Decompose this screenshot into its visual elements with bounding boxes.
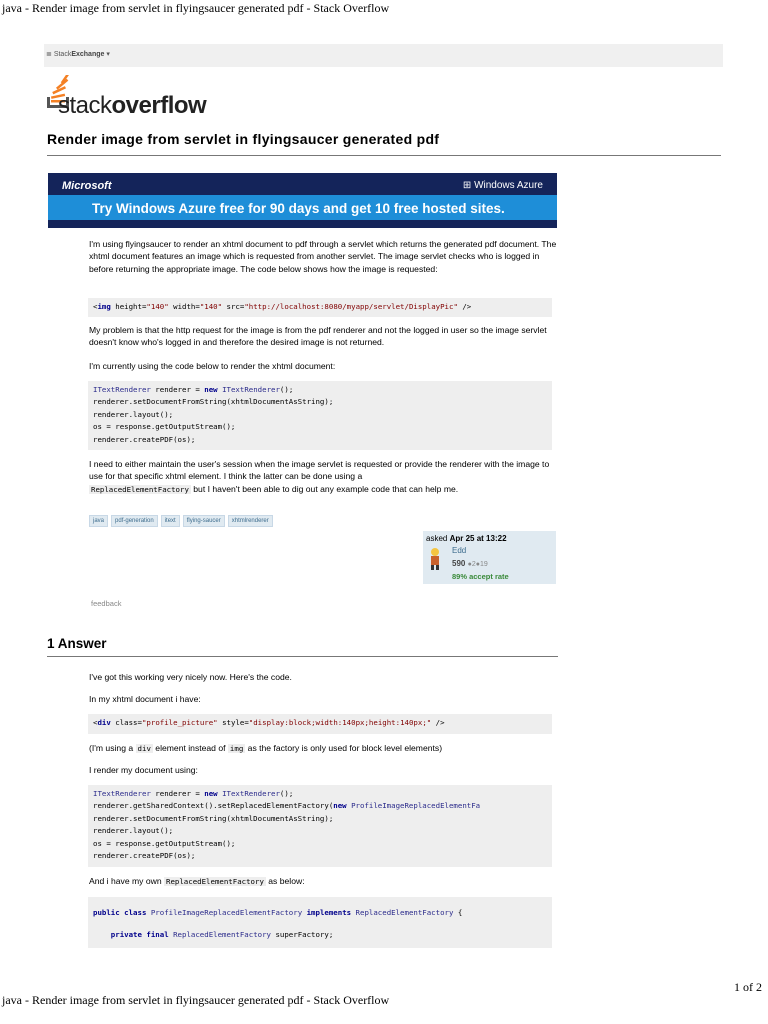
code-token: (); [279,385,294,394]
code-token: new [204,385,218,394]
question-paragraph-1: I'm using flyingsaucer to render an xhtml document to pdf through a servlet which returns the generated pdf document. The xhtml document features an image which is requested from another servlet. The image servlet checks who is logged in before returning the appropriate image. The code below shows how the image is requested: [89,239,557,274]
avatar[interactable] [427,546,443,570]
tag-java[interactable]: java [89,515,108,527]
code-token: superFactory; [271,930,334,939]
code-token: "http://localhost:8080/myapp/servlet/DisplayPic" [244,302,458,311]
answers-heading: 1 Answer [47,636,107,651]
code-token: < [93,302,98,311]
asker-reputation [452,559,488,568]
code-token: ProfileImageReplacedElementFactory [146,908,307,917]
question-code-block-1 [88,298,552,317]
code-token: style= [217,718,249,727]
code-token: implements [306,908,352,917]
inline-code: ReplacedElementFactory [91,484,189,494]
code-token: class= [110,718,142,727]
tag-pdf-generation[interactable]: pdf-generation [111,515,158,527]
asker-name-link[interactable]: Edd [452,546,467,555]
stackoverflow-wordmark[interactable] [58,92,206,120]
ad-product [463,180,543,191]
question-tags [89,509,276,527]
stackexchange-menu[interactable]: ≣ StackExchange ▾ [46,51,110,58]
code-token: renderer = [150,789,205,798]
code-token: private final [93,930,169,939]
windows-logo-icon: ⊞ [462,180,475,191]
code-token: src= [222,302,245,311]
answer-code-block-3 [88,897,552,948]
code-token: img [97,302,111,311]
code-token: ReplacedElementFactory [351,908,454,917]
text-run: And i have my own [89,876,164,886]
code-token: < [93,718,98,727]
feedback-link[interactable]: feedback [91,599,122,608]
tag-xhtmlrenderer[interactable]: xhtmlrenderer [228,515,273,527]
code-token: (); [279,789,294,798]
code-token: ITextRenderer [93,385,151,394]
code-line: renderer.setDocumentFromString(xhtmlDocumentAsString); [93,813,334,823]
code-token: { [453,908,463,917]
answer-paragraph-1: I've got this working very nicely now. Here's the code. [89,672,292,682]
code-token: "display:block;width:140px;height:140px;" [248,718,432,727]
wordmark-light: stack [58,92,112,119]
answer-paragraph-4: I render my document using: [89,765,198,775]
code-line: renderer.createPDF(os); [93,434,196,444]
stackexchange-bar[interactable] [44,44,723,67]
code-token: new [333,801,347,811]
tag-flying-saucer[interactable]: flying-saucer [183,515,225,527]
code-token: public class [93,908,147,917]
asked-date: Apr 25 at 13:22 [449,534,507,543]
question-title[interactable]: Render image from servlet in flyingsaucer generated pdf [47,131,440,147]
inline-code: div [137,744,151,753]
text-run: element instead of [152,743,228,753]
code-token: /> [457,302,472,311]
code-token: "profile_picture" [141,718,218,727]
code-token: "140" [199,302,223,311]
print-header: java - Render image from servlet in flyingsaucer generated pdf - Stack Overflow [2,1,390,15]
inline-code: img [229,744,244,753]
code-token: renderer.getSharedContext().setReplacedElementFactory( [93,801,334,811]
answer-paragraph-5 [89,875,559,888]
code-token: ProfileImageReplacedElementFa [346,801,481,811]
code-token: div [97,718,111,727]
asked-label: asked [426,534,448,543]
code-line: renderer.layout(); [93,826,174,836]
code-line: renderer.setDocumentFromString(xhtmlDocumentAsString); [93,397,334,407]
accept-rate: 89% accept rate [452,572,509,581]
title-divider [47,155,721,156]
code-token: ITextRenderer [217,789,280,798]
answers-divider [47,656,558,657]
code-token: width= [168,302,200,311]
ad-brand: Microsoft [62,180,112,192]
badge-counts: ●2●19 [467,561,488,568]
answer-code-block-1 [88,714,552,734]
text-run: as the factory is only used for block level elements) [245,743,443,753]
reputation-score: 590 [452,559,466,568]
asker-user-card [423,531,556,584]
code-line: os = response.getOutputStream(); [93,422,236,432]
code-token: "140" [146,302,169,311]
advertisement-banner[interactable] [48,173,557,228]
stackexchange-exchange: Exchange [71,51,105,58]
page-number: 1 of 2 [734,980,762,994]
code-token: renderer = [150,385,205,394]
chevron-down-icon: ▾ [106,51,110,58]
print-footer: java - Render image from servlet in flyingsaucer generated pdf - Stack Overflow [2,993,390,1007]
ad-product-label: Windows Azure [474,180,543,191]
asked-timestamp [426,534,507,543]
code-token: ReplacedElementFactory [168,930,271,939]
code-token: ITextRenderer [217,385,280,394]
code-token: ITextRenderer [93,789,151,798]
answer-paragraph-3 [89,742,559,755]
text-run: (I'm using a [89,743,136,753]
ad-promo-text: Try Windows Azure free for 90 days and get 10 free hosted sites. [92,201,505,216]
question-paragraph-2: My problem is that the http request for the image is from the pdf renderer and not the logged in user so the image servlet doesn't know who's logged in and therefore the desired image is not returned. [89,325,547,348]
wordmark-bold: overflow [111,92,207,119]
question-paragraph-3: I'm currently using the code below to render the xhtml document: [89,361,336,371]
inline-code: ReplacedElementFactory [166,877,264,886]
code-token: new [204,789,218,798]
answer-code-block-2 [88,785,552,867]
text-run: but I haven't been able to dig out any example code that can help me. [190,483,459,494]
code-line: os = response.getOutputStream(); [93,838,236,848]
code-token: /> [431,718,445,727]
answer-paragraph-2: In my xhtml document i have: [89,694,201,704]
question-code-block-2 [88,381,552,450]
code-line: renderer.createPDF(os); [93,851,196,861]
question-paragraph-4 [89,458,559,496]
tag-itext[interactable]: itext [161,515,180,527]
code-line: renderer.layout(); [93,409,174,419]
code-token: height= [110,302,147,311]
text-run: as below: [265,876,305,886]
text-run: I need to either maintain the user's session when the image servlet is requested or provide the renderer with the image to use for that specific xhtml element. I think the latter can be done using a [89,459,550,482]
stackexchange-stack: Stack [53,51,72,58]
